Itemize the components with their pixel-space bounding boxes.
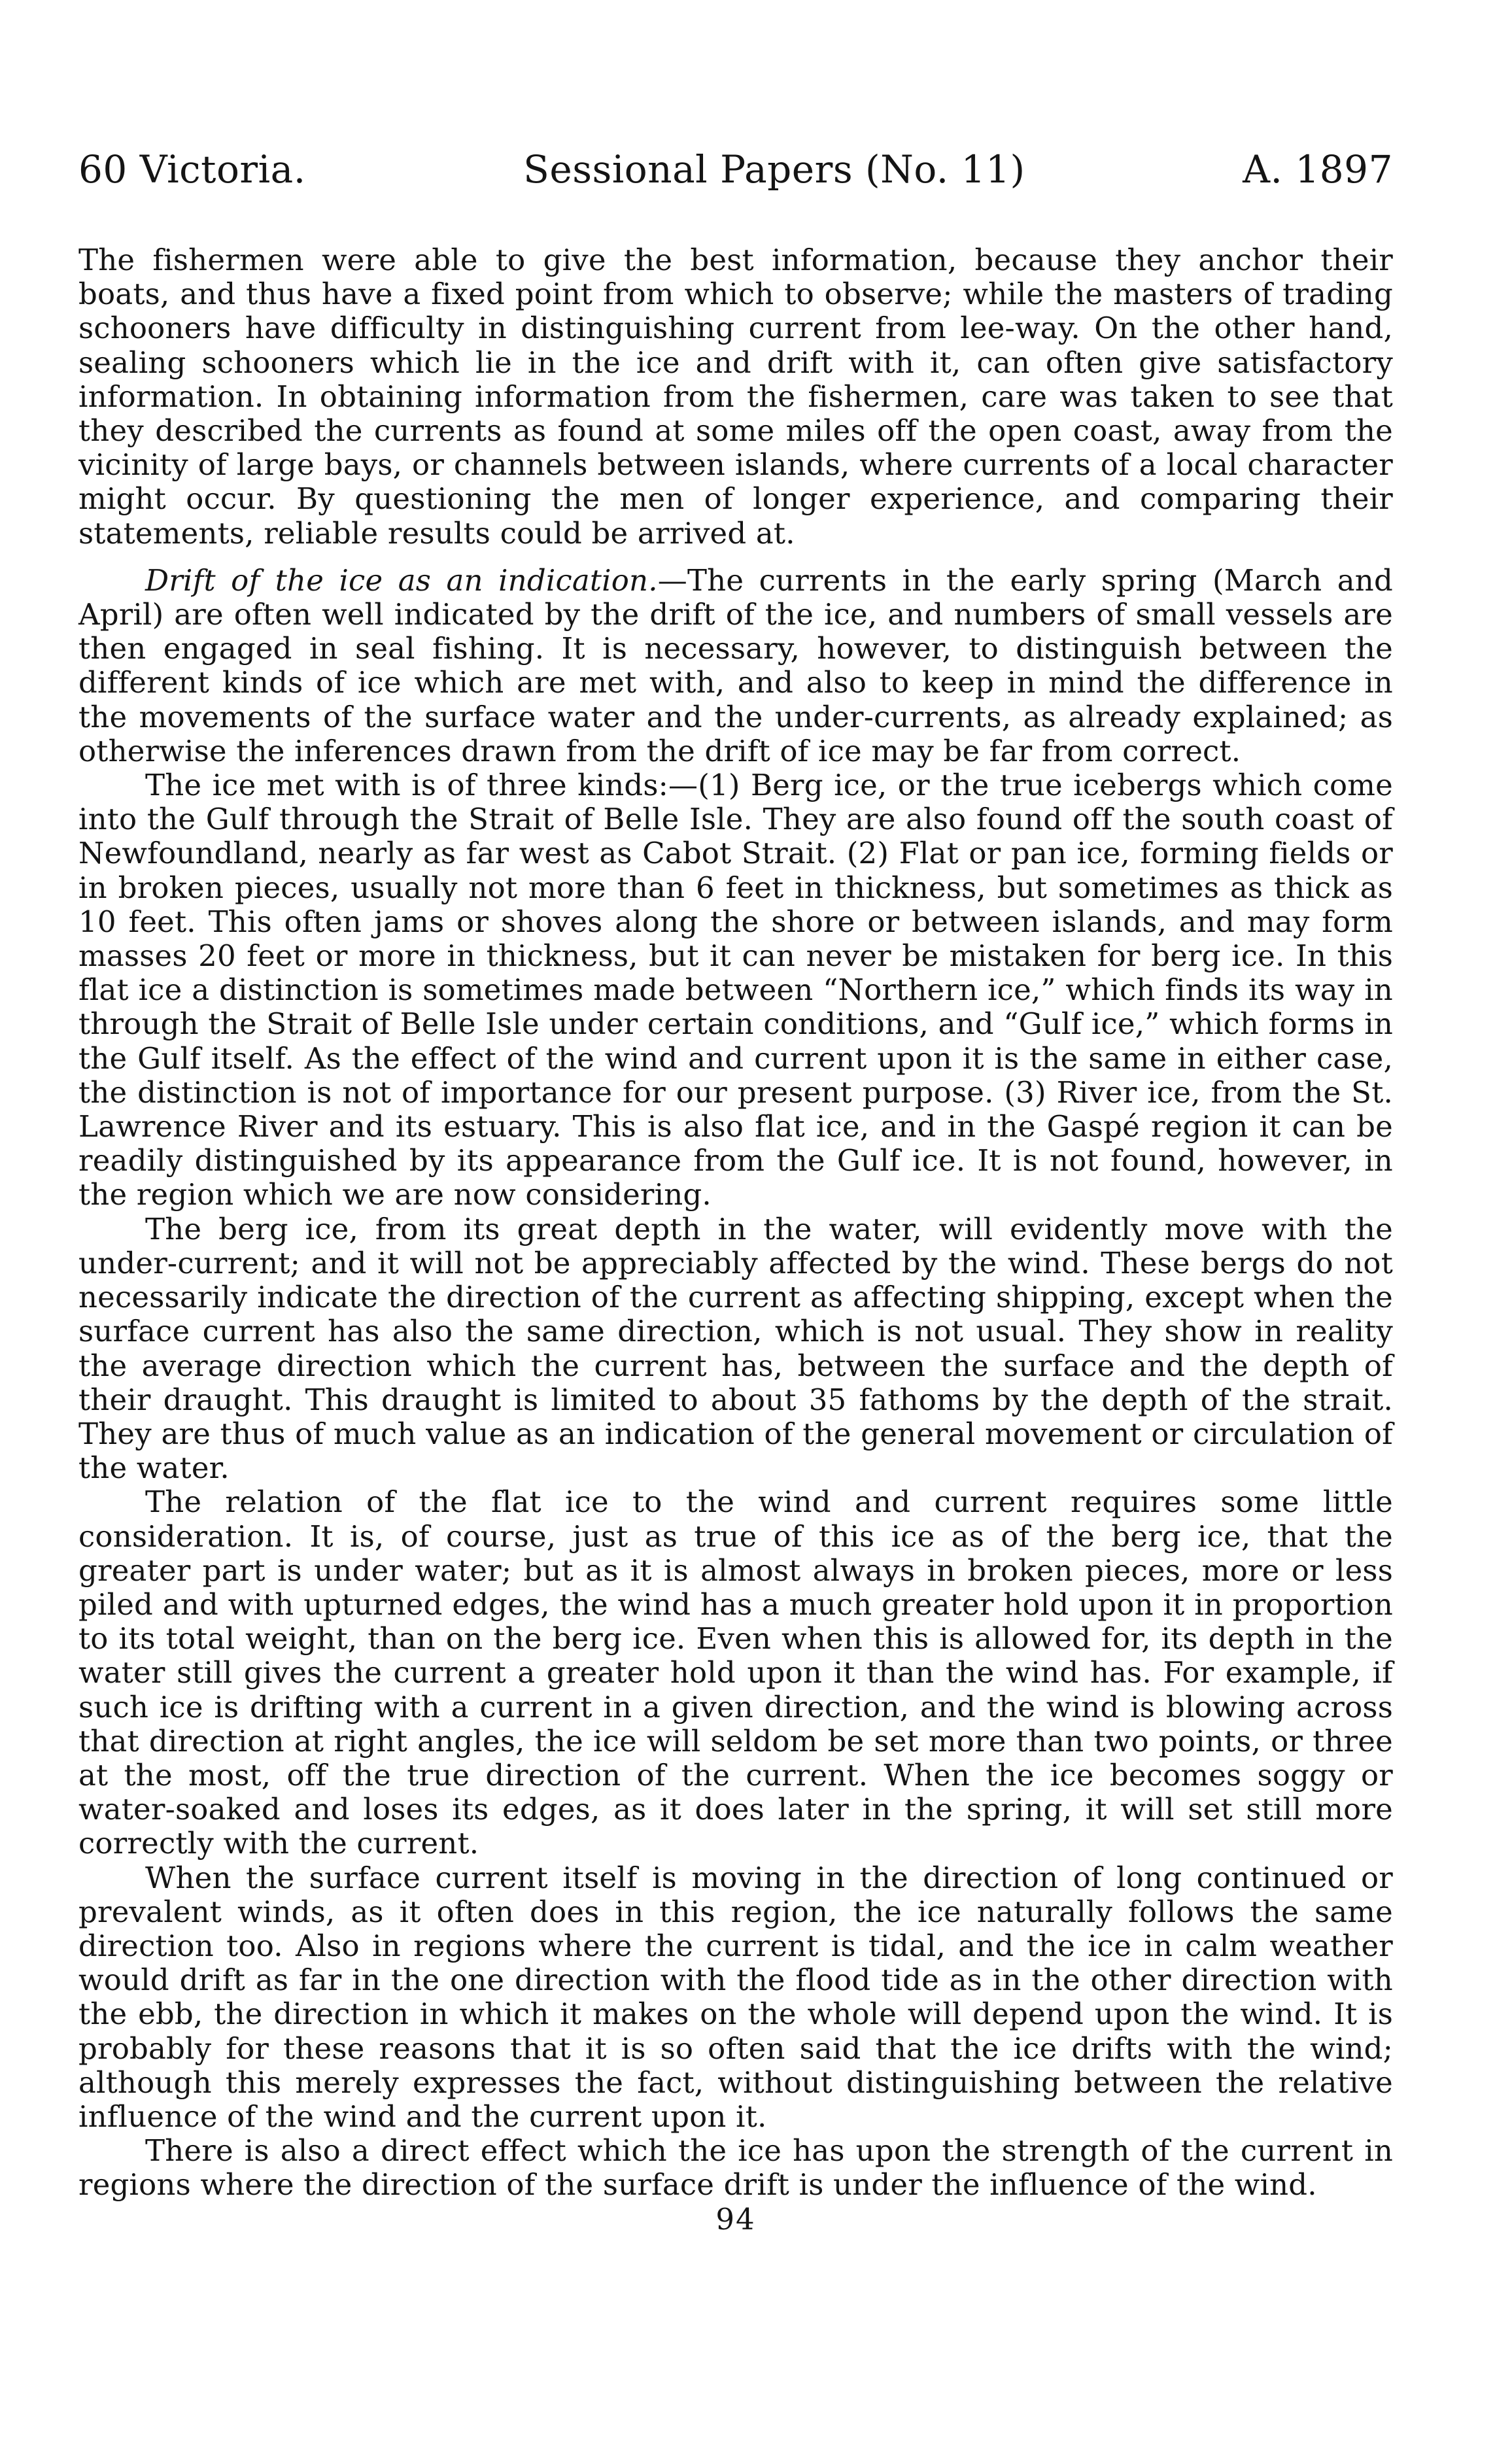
paragraph-fishermen: The fishermen were able to give the best information, because they anchor their boats, and thus have a fixed point from which to observe; while the masters of trading schooners have difficulty in distinguishing current from lee-way. On the other hand, sealing schooners which lie in the ice and drift with it, can often give satisfactory information. In obtaining information from the fishermen, care was taken to see that they described the currents as found at some miles off the open coast, away from the vicinity of large bays, or channels between islands, where currents of a local character might occur. By questioning the men of longer experience, and comparing their statements, reliable results could be arrived at. — [78, 243, 1393, 551]
section-lead-heading: Drift of the ice as an indication. — [145, 562, 658, 598]
header-year: A. 1897 — [1243, 147, 1393, 192]
running-header — [78, 147, 1393, 209]
document-page — [78, 147, 1393, 2237]
paragraph-berg-ice: The berg ice, from its great depth in the water, will evidently move with the under-current; and it will not be appreciably affected by the wind. These bergs do not necessarily indicate the direction of the current as affecting shipping, except when the surface current has also the same direction, which is not usual. They show in reality the average direction which the current has, between the surface and the depth of their draught. This draught is limited to about 35 fathoms by the depth of the strait. They are thus of much value as an indication of the general movement or circulation of the water. — [78, 1211, 1393, 1486]
page-number: 94 — [715, 2201, 756, 2237]
paragraph-surface-current: When the surface current itself is moving in the direction of long continued or prevalent winds, as it often does in this region, the ice naturally follows the same direction too. Also in regions where the current is tidal, and the ice in calm weather would drift as far in the one direction with the flood tide as in the other direction with the ebb, the direction in which it makes on the whole will depend upon the wind. It is probably for these reasons that it is so often said that the ice drifts with the wind; although this merely expresses the fact, without distinguishing between the relative influence of the wind and the current upon it. — [78, 1860, 1393, 2134]
paragraph-ice-kinds: The ice met with is of three kinds:—(1) Berg ice, or the true icebergs which come into the Gulf through the Strait of Belle Isle. They are also found off the south coast of Newfoundland, nearly as far west as Cabot Strait. (2) Flat or pan ice, forming fields or in broken pieces, usually not more than 6 feet in thickness, but sometimes as thick as 10 feet. This often jams or shoves along the shore or between islands, and may form masses 20 feet or more in thickness, but it can never be mistaken for berg ice. In this flat ice a distinction is sometimes made between “Northern ice,” which finds its way in through the Strait of Belle Isle under certain conditions, and “Gulf ice,” which forms in the Gulf itself. As the effect of the wind and current upon it is the same in either case, the distinction is not of importance for our present purpose. (3) River ice, from the St. Lawrence River and its estuary. This is also flat ice, and in the Gaspé region it can be readily distinguished by its appearance from the Gulf ice. It is not found, however, in the region which we are now considering. — [78, 768, 1393, 1212]
paragraph-flat-ice: The relation of the flat ice to the wind and current requires some little consideration. It is, of course, just as true of this ice as of the berg ice, that the greater part is under water; but as it is almost always in broken pieces, more or less piled and with upturned edges, the wind has a much greater hold upon it in proportion to its total weight, than on the berg ice. Even when this is allowed for, its depth in the water still gives the current a greater hold upon it than the wind has. For example, if such ice is drifting with a current in a given direction, and the wind is blowing across that direction at right angles, the ice will seldom be set more than two points, or three at the most, off the true direction of the current. When the ice becomes soggy or water-soaked and loses its edges, as it does later in the spring, it will set still more correctly with the current. — [78, 1485, 1393, 1861]
paragraph-drift-of-ice — [78, 564, 1393, 768]
body-text — [78, 243, 1393, 2203]
paragraph-drift-text: —The currents in the early spring (March and April) are often well indicated by the drift of the ice, and numbers of small vessels are then engaged in seal fishing. It is necessary, however, to distinguish between the different kinds of ice which are met with, and also to keep in mind the difference in the movements of the surface water and the under-currents, as already explained; as otherwise the inferences drawn from the drift of ice may be far from correct. — [78, 562, 1393, 768]
header-volume: 60 Victoria. — [78, 147, 306, 192]
paragraph-direct-effect: There is also a direct effect which the ice has upon the strength of the current in regions where the direction of the surface drift is under the influence of the wind. — [78, 2133, 1393, 2203]
header-title: Sessional Papers (No. 11) — [523, 147, 1025, 192]
